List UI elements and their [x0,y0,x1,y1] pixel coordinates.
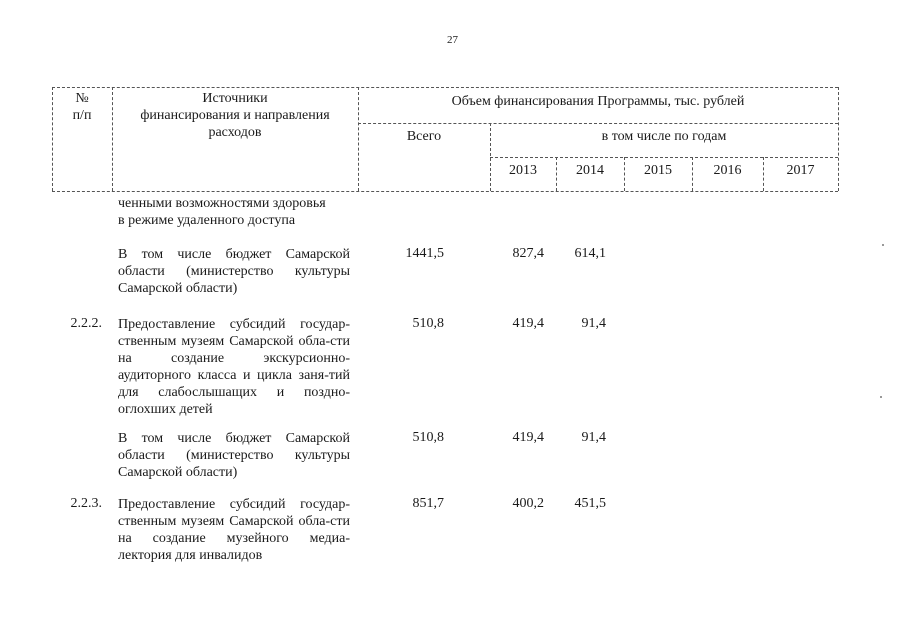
header-year-2016: 2016 [713,163,742,178]
header-funding: Объем финансирования Программы, тыс. рублей [451,94,745,109]
row-description: Предоставление субсидий государ-ственным музеям Самарской обла-сти на создание экскурсионно-аудиторного класса и цикла заня-тий для слабослышащих и поздно-оглохших детей [118,317,350,417]
header-top-border [52,87,838,88]
header-bottom-border [52,191,838,192]
header-year-2014: 2014 [576,163,604,178]
header-years-border [490,157,838,158]
row-2014: 91,4 [581,316,606,331]
row-number: 2.2.3. [70,496,102,511]
row-number: 2.2.2. [70,316,102,331]
header-year-2015: 2015 [644,163,672,178]
header-year-2017: 2017 [786,163,815,178]
row-2013: 419,4 [512,430,544,445]
header-sources: Источники финансирования и направления расходов [140,91,330,140]
row-2013: 400,2 [512,496,544,511]
header-number: № п/п [72,91,92,123]
header-total: Всего [406,129,442,144]
header-vline-right [838,87,839,191]
row-2014: 91,4 [581,430,606,445]
row-description: ченными возможностями здоровья в режиме удаленного доступа [118,196,326,228]
row-description: В том числе бюджет Самарской области (министерство культуры Самарской области) [118,247,350,296]
header-by-year: в том числе по годам [601,129,727,144]
row-2013: 827,4 [512,246,544,261]
row-2014: 614,1 [574,246,606,261]
row-description: Предоставление субсидий государ-ственным музеям Самарской обла-сти на создание музейного медиа-лектория для инвалидов [118,497,350,563]
row-total: 851,7 [412,496,444,511]
scan-speck [880,396,882,398]
row-total: 510,8 [412,430,444,445]
scan-speck [882,244,884,246]
row-2013: 419,4 [512,316,544,331]
row-2014: 451,5 [574,496,606,511]
header-mid-border [358,123,838,124]
page-number: 27 [447,34,458,46]
row-total: 1441,5 [405,246,444,261]
row-total: 510,8 [412,316,444,331]
header-year-2013: 2013 [509,163,537,178]
row-description: В том числе бюджет Самарской области (министерство культуры Самарской области) [118,431,350,480]
